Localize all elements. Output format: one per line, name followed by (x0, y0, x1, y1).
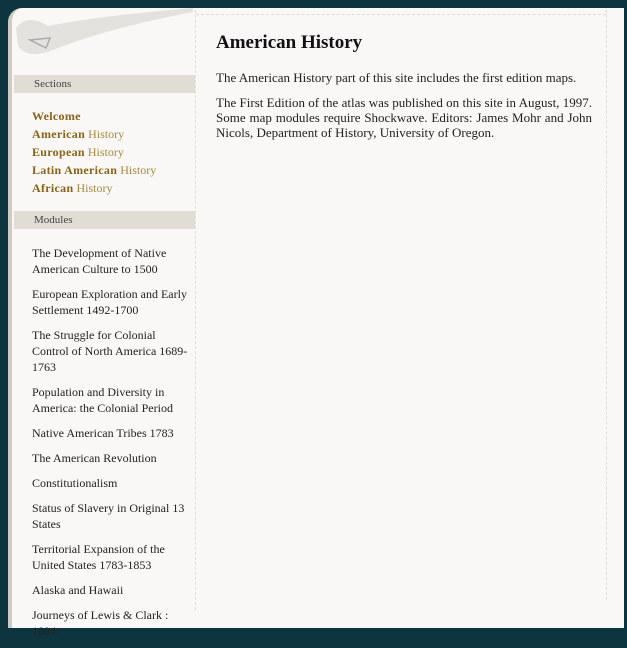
divider (606, 10, 619, 600)
intro-paragraph: The American History part of this site includes the first edition maps. (216, 70, 577, 85)
main-content (216, 32, 592, 150)
module-link[interactable]: Constitutionalism (32, 476, 118, 490)
module-link[interactable]: Alaska and Hawaii (32, 583, 124, 597)
nav-african-history[interactable]: African History (32, 181, 113, 195)
nav-welcome[interactable]: Welcome (32, 109, 81, 123)
module-link[interactable]: Territorial Expansion of the United States 1783-1853 (32, 542, 165, 572)
modules-list (32, 245, 192, 648)
nav-american-history[interactable]: American History (32, 127, 125, 141)
module-link[interactable]: The Struggle for Colonial Control of North America 1689-1763 (32, 328, 188, 374)
page-title: American History (216, 32, 363, 53)
module-link[interactable]: Population and Diversity in America: the Colonial Period (32, 385, 173, 415)
divider (196, 14, 606, 15)
sections-nav (32, 107, 156, 197)
nav-latin-american-history[interactable]: Latin American History (32, 163, 157, 177)
module-link[interactable]: Native American Tribes 1783 (32, 426, 174, 440)
module-link[interactable]: The Development of Native American Culture to 1500 (32, 246, 167, 276)
module-link[interactable]: Status of Slavery in Original 13 States (32, 501, 185, 531)
nav-european-history[interactable]: European History (32, 145, 124, 159)
sections-header: Sections (14, 75, 195, 93)
module-link[interactable]: The American Revolution (32, 451, 157, 465)
modules-header: Modules (14, 211, 195, 229)
sidebar (14, 10, 196, 638)
edition-paragraph: The First Edition of the atlas was published on this site in August, 1997. Some map modules require Shockwave. Editors: James Mohr and John Nicols, Department of History, University of Oregon. (216, 95, 592, 140)
module-link[interactable]: European Exploration and Early Settlement 1492-1700 (32, 287, 187, 317)
module-link[interactable]: Journeys of Lewis & Clark : 1804- (32, 608, 169, 638)
